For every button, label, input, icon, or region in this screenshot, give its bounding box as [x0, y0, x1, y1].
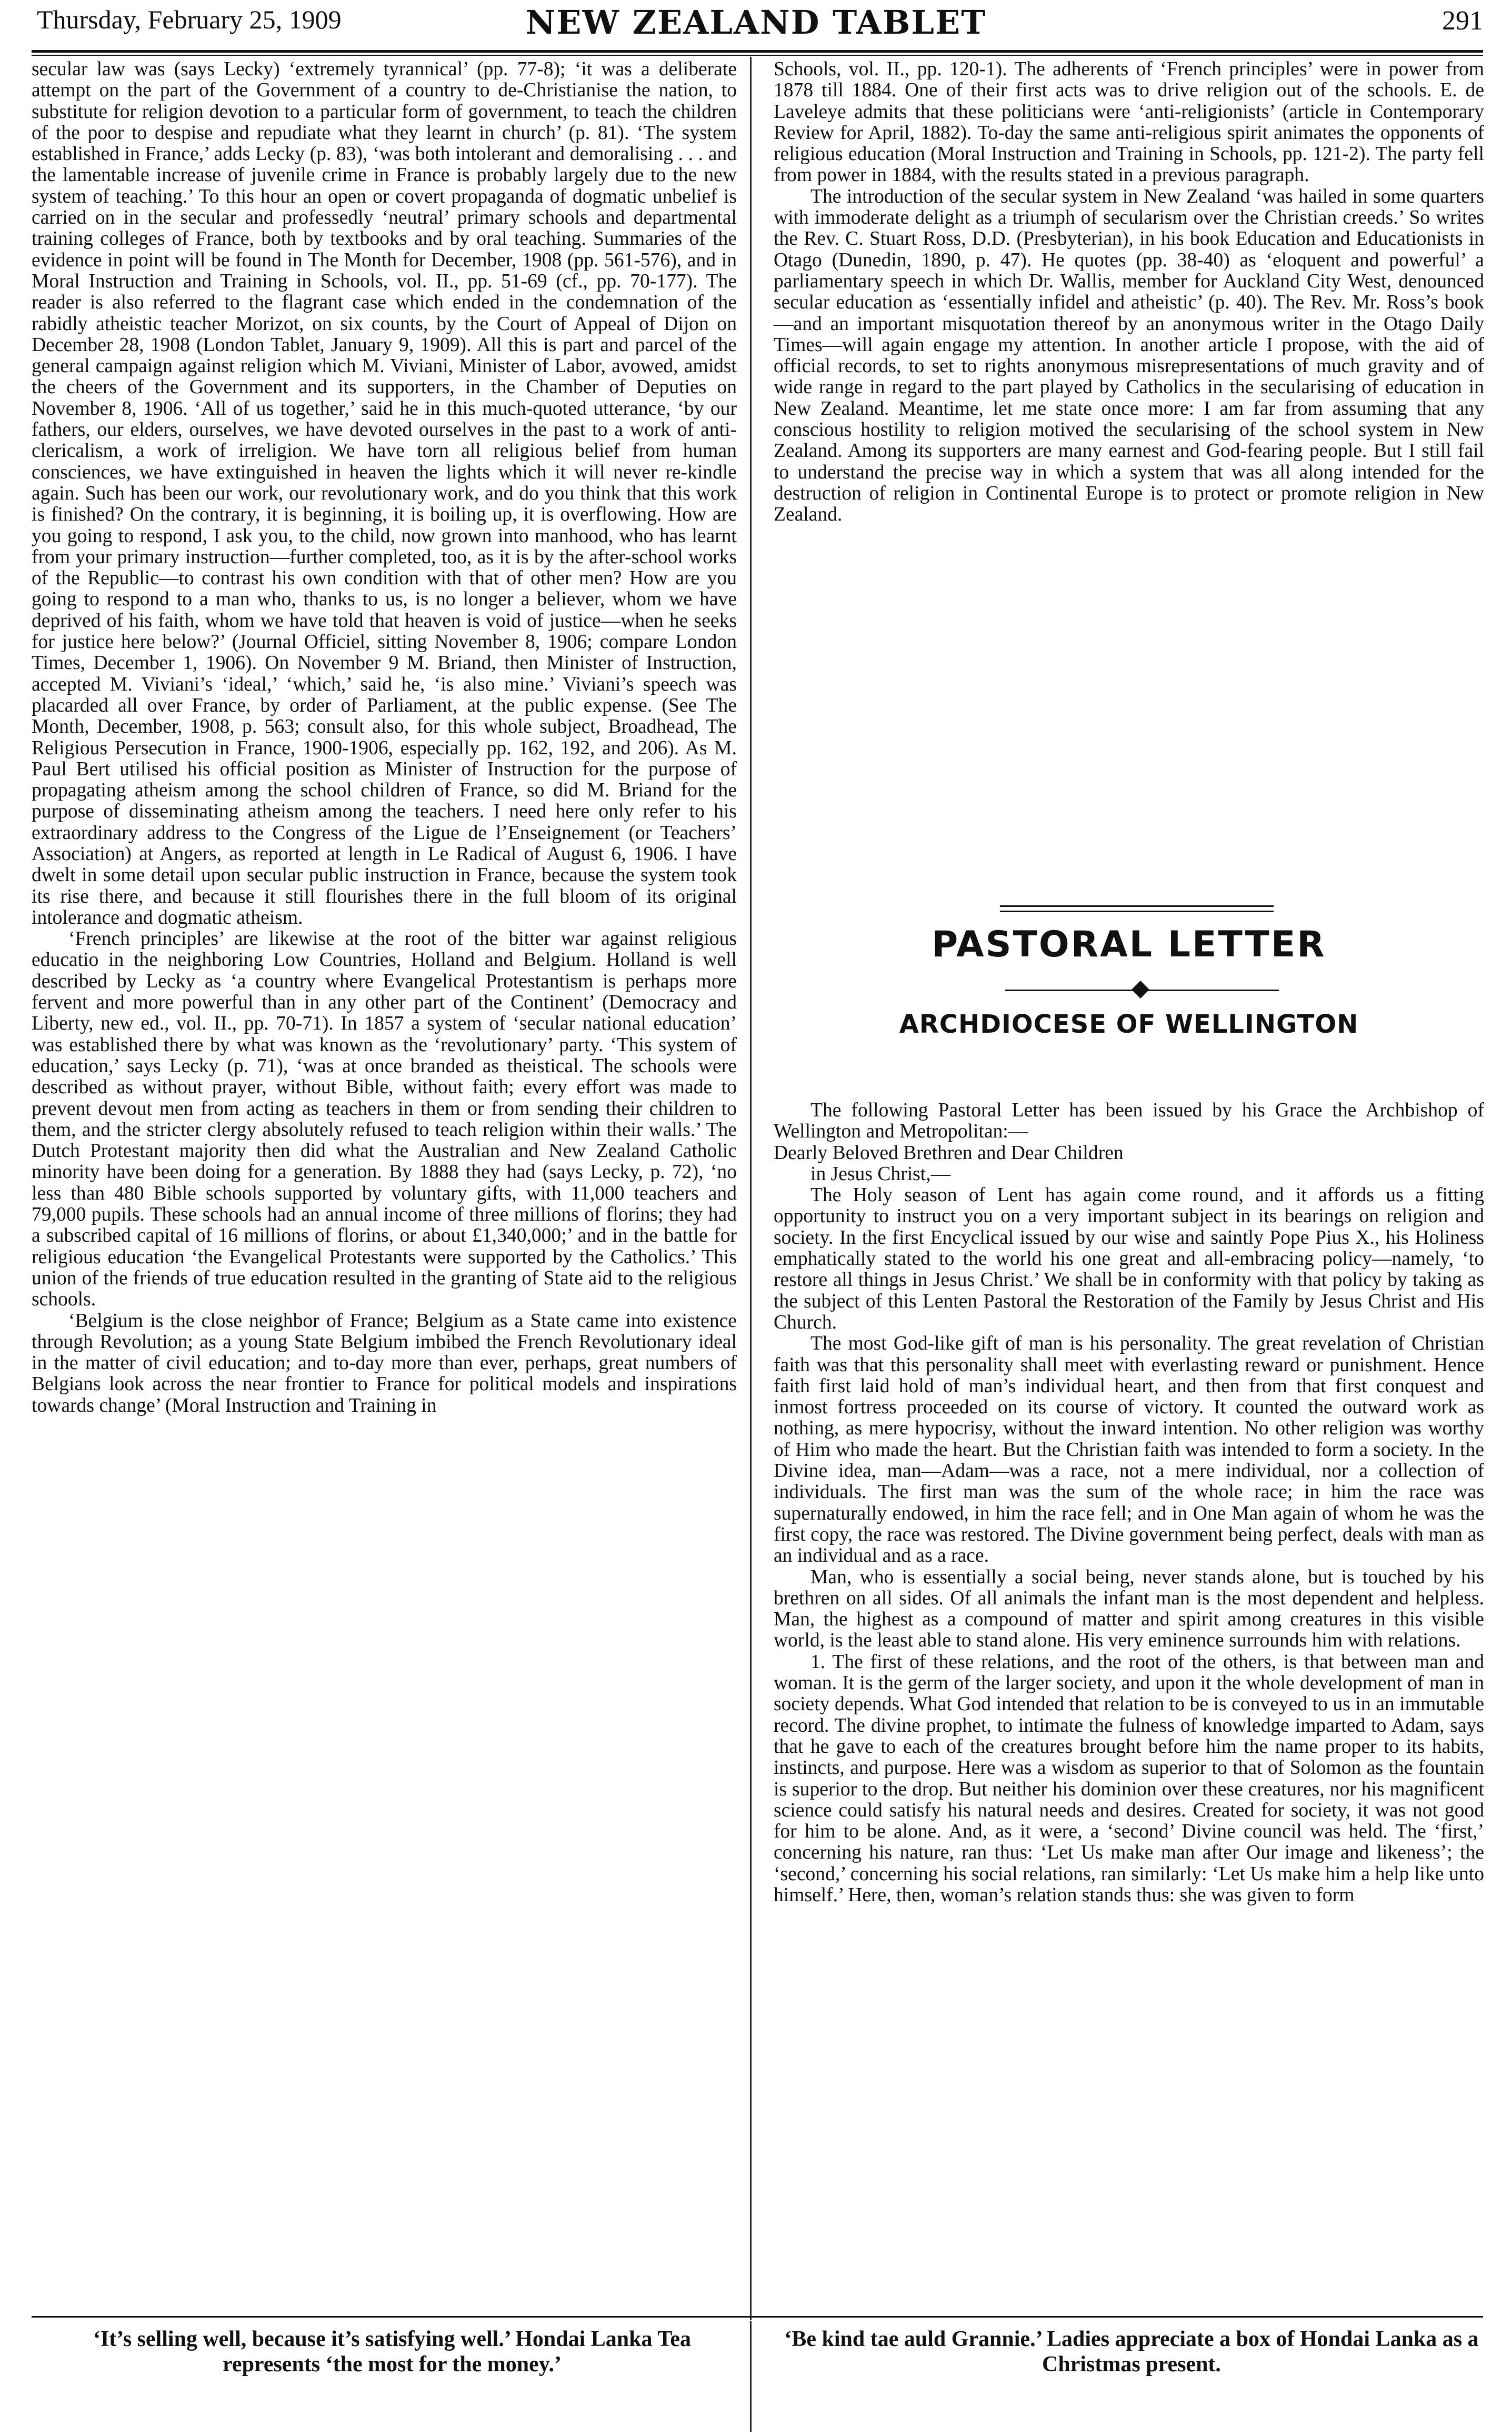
- column-divider: [750, 57, 752, 2320]
- footer-divider: [750, 2321, 752, 2432]
- pastoral-paragraph: Man, who is essentially a social being, never stands alone, but is touched by his brethren on all sides. Of all animals the infant man is the most dependent and helpless. Man, the highest as a compound of matter and spirit among creatures in this visible world, is the least able to stand alone. His very eminence surrounds him with relations.: [774, 1566, 1484, 1652]
- pastoral-letter-body: [774, 1100, 1484, 1906]
- pastoral-paragraph: The Holy season of Lent has again come round, and it affords us a fitting opportunity to instruct you on a very important subject in its bearings on religion and society. In the first Encyclical issued by our wise and saintly Pope Pius X., his Holiness emphatically stated to the world his one great and all-embracing policy—namely, ‘to restore all things in Jesus Christ.’ We shall be in conformity with that policy by taking as the subject of this Lenten Pastoral the Restoration of the Family by Jesus Christ and His Church.: [774, 1184, 1484, 1333]
- pastoral-paragraph: 1. The first of these relations, and the root of the others, is that between man and woman. It is the germ of the larger society, and upon it the whole development of man in society depends. What God intended that relation to be is conveyed to us in an immutable record. The divine prophet, to intimate the fulness of knowledge imparted to Adam, says that he gave to each of the creatures brought before him the name proper to its habits, instincts, and purpose. Here was a wisdom as superior to that of Solomon as the fountain is superior to the drop. But neither his dominion over these creatures, nor his magnificent science could satisfy his natural needs and desires. Created for society, it was not good for him to be alone. And, as it were, a ‘second’ Divine council was held. The ‘first,’ concerning his nature, ran thus: ‘Let Us make man after Our image and likeness’; the ‘second,’ concerning his social relations, ran similarly: ‘Let Us make him a help like unto himself.’ Here, then, woman’s relation stands thus: she was given to form: [774, 1651, 1484, 1906]
- footer-rule: [32, 2316, 1483, 2318]
- pastoral-title: PASTORAL LETTER: [932, 924, 1326, 965]
- left-column: [32, 59, 737, 1416]
- right-column-article: [774, 59, 1484, 526]
- page-header: [0, 0, 1512, 55]
- header-rule-thin: [32, 55, 1483, 56]
- article-paragraph: ‘Belgium is the close neighbor of France; Belgium as a State came into existence through Revolution; as a young State Belgium imbibed the French Revolutionary ideal in the matter of civil education; and to-day more than ever, perhaps, great numbers of Belgians look across the near frontier to France for political models and inspirations towards change’ (Moral Instruction and Training in: [32, 1310, 737, 1416]
- issue-date: Thursday, February 25, 1909: [37, 5, 342, 34]
- salutation-line: in Jesus Christ,—: [810, 1163, 951, 1185]
- header-rule: [32, 50, 1483, 53]
- pastoral-paragraph: The most God-like gift of man is his personality. The great revelation of Christian faith was that this personality shall meet with everlasting reward or punishment. Hence faith first laid hold of man’s individual heart, and then from that first conquest and inmost fortress proceeded on its course of victory. It counted the outward work as nothing, as mere hypocrisy, without the inward intention. No other religion was worthy of Him who made the heart. But the Christian faith was intended to form a society. In the Divine idea, man—Adam—was a race, not a mere individual, nor a collection of individuals. The first man was the sum of the whole race; in him the race was supernaturally endowed, in him the race fell; and in One Man again of whom he was the first copy, the race was restored. The Divine government being perfect, deals with man as an individual and as a race.: [774, 1333, 1484, 1567]
- salutation-line: Dearly Beloved Brethren and Dear Children: [774, 1142, 1124, 1164]
- publication-title: NEW ZEALAND TABLET: [525, 3, 987, 42]
- footer-advert-right: ‘Be kind tae auld Grannie.’ Ladies appreciate a box of Hondai Lanka as a Christmas present.: [784, 2327, 1479, 2377]
- diamond-ornament: [1132, 981, 1149, 999]
- pastoral-intro: The following Pastoral Letter has been issued by his Grace the Archbishop of Wellington and Metropolitan:—: [774, 1100, 1484, 1143]
- section-separator-thin: [1000, 911, 1274, 912]
- page-number: 291: [1442, 6, 1483, 36]
- article-paragraph: Schools, vol. II., pp. 120-1). The adherents of ‘French principles’ were in power from 1878 till 1884. One of their first acts was to drive religion out of the schools. E. de Laveleye admits that these politicians were ‘anti-religionists’ (article in Contemporary Review for April, 1882). To-day the same anti-religious spirit animates the opponents of religious education (Moral Instruction and Training in Schools, pp. 121-2). The party fell from power in 1884, with the results stated in a previous paragraph.: [774, 58, 1484, 186]
- article-paragraph: secular law was (says Lecky) ‘extremely tyrannical’ (pp. 77-8); ‘it was a deliberate attempt on the part of the Government of a country to de-Christianise the nation, to substitute for religion devotion to a particular form of government, to teach the children of the poor to despise and repudiate what they learnt in church’ (p. 81). ‘The system established in France,’ adds Lecky (p. 83), ‘was both intolerant and demoralising . . . and the lamentable increase of juvenile crime in France is probably largely due to the new system of teaching.’ To this hour an open or covert propaganda of dogmatic unbelief is carried on in the secular and professedly ‘neutral’ primary schools and departmental training colleges of France, both by textbooks and by oral teaching. Summaries of the evidence in point will be found in The Month for December, 1908 (pp. 561-576), and in Moral Instruction and Training in Schools, vol. II., pp. 51-69 (cf., pp. 70-177). The reader is also referred to the flagrant case which ended in the condemnation of the rabidly atheistic teacher Morizot, on six counts, by the Court of Appeal of Dijon on December 28, 1908 (London Tablet, January 9, 1909). All this is part and parcel of the general campaign against religion which M. Viviani, Minister of Labor, avowed, amidst the cheers of the Government and its supporters, in the Chamber of Deputies on November 8, 1906. ‘All of us together,’ said he in this much-quoted utterance, ‘by our fathers, our elders, ourselves, we have devoted ourselves in the past to a work of anti-clericalism, a work of irreligion. We have torn all religious belief from human consciences, we have extinguished in heaven the lights which it will never re-kindle again. Such has been our work, our revolutionary work, and do you think that this work is finished? On the contrary, it is beginning, it is boiling up, it is overflowing. How are you going to respond, I ask you, to the child, now grown into manhood, who has learnt from your primary instruction—further completed, too, as it is by the after-school works of the Republic—to contrast his own condition with that of other men? How are you going to respond to a man who, thanks to us, is no longer a believer, whom we have deprived of his faith, whom we have told that heaven is void of justice—when he seeks for justice here below?’ (Journal Officiel, sitting November 8, 1906; compare London Times, December 1, 1906). On November 9 M. Briand, then Minister of Instruction, accepted M. Viviani’s ‘ideal,’ ‘which,’ said he, ‘is also mine.’ Viviani’s speech was placarded all over France, by order of Parliament, at the public expense. (See The Month, December, 1908, p. 563; consult also, for this whole subject, Broadhead, The Religious Persecution in France, 1900-1906, especially pp. 162, 192, and 206). As M. Paul Bert utilised his official position as Minister of Instruction for the purpose of propagating atheism among the school children of France, so did M. Briand for the purpose of disseminating atheism among the teachers. I need here only refer to his extraordinary address to the Congress of the Ligue de l’Enseignement (or Teachers’ Association) at Angers, as reported at length in Le Radical of August 6, 1906. I have dwelt in some detail upon secular public instruction in France, because the system took its rise there, and because it still flourishes there in the full bloom of its original intolerance and dogmatic atheism.: [32, 58, 737, 929]
- article-paragraph: The introduction of the secular system in New Zealand ‘was hailed in some quarters with immoderate delight as a triumph of secularism over the Christian creeds.’ So writes the Rev. C. Stuart Ross, D.D. (Presbyterian), in his book Education and Educationists in Otago (Dunedin, 1890, p. 47). He quotes (pp. 38-40) as ‘eloquent and powerful’ a parliamentary speech in which Dr. Wallis, member for Auckland City West, denounced secular education as ‘essentially infidel and atheistic’ (p. 40). The Rev. Mr. Ross’s book—and an important misquotation thereof by an anonymous writer in the Otago Daily Times—will again engage my attention. In another article I propose, with the aid of official records, to set to rights anonymous misrepresentations of much gravity and of wide range in regard to the part played by Catholics in the secularising of education in New Zealand. Meantime, let me state once more: I am far from assuming that any conscious hostility to religion motived the secularising of the school system in New Zealand. Among its supporters are many earnest and God-fearing people. But I still fail to understand the precise way in which a system that was all along intended for the destruction of religion in Continental Europe is to protect or promote religion in New Zealand.: [774, 185, 1484, 526]
- pastoral-subtitle: ARCHDIOCESE OF WELLINGTON: [899, 1010, 1359, 1039]
- footer-advert-left: ‘It’s selling well, because it’s satisfying well.’ Hondai Lanka Tea represents ‘the most for the money.’: [93, 2327, 692, 2377]
- article-paragraph: ‘French principles’ are likewise at the root of the bitter war against religious educatio in the neighboring Low Countries, Holland and Belgium. Holland is well described by Lecky as ‘a country where Evangelical Protestantism is perhaps more fervent and more powerful than in any other part of the Continent’ (Democracy and Liberty, new ed., vol. II., pp. 70-71). In 1857 a system of ‘secular national education’ was established there by what was known as the ‘revolutionary’ party. ‘This system of education,’ says Lecky (p. 71), ‘was at once branded as theistical. The schools were described as without prayer, without Bible, without faith; every effort was made to prevent devout men from acting as teachers in them or from sending their children to them, and the stricter clergy absolutely refused to teach religion within their walls.’ The Dutch Protestant majority then did what the Australian and New Zealand Catholic minority have been doing for a generation. By 1888 they had (says Lecky, p. 72), ‘no less than 480 Bible schools supported by voluntary gifts, with 11,000 teachers and 79,000 pupils. These schools had an annual income of three millions of florins; they had a subscribed capital of 16 millions of florins, or about £1,340,000;’ and in the battle for religious education ‘the Evangelical Protestants were supported by the Catholics.’ This union of the friends of true education resulted in the granting of State aid to the religious schools.: [32, 928, 737, 1311]
- section-separator: [1000, 905, 1274, 907]
